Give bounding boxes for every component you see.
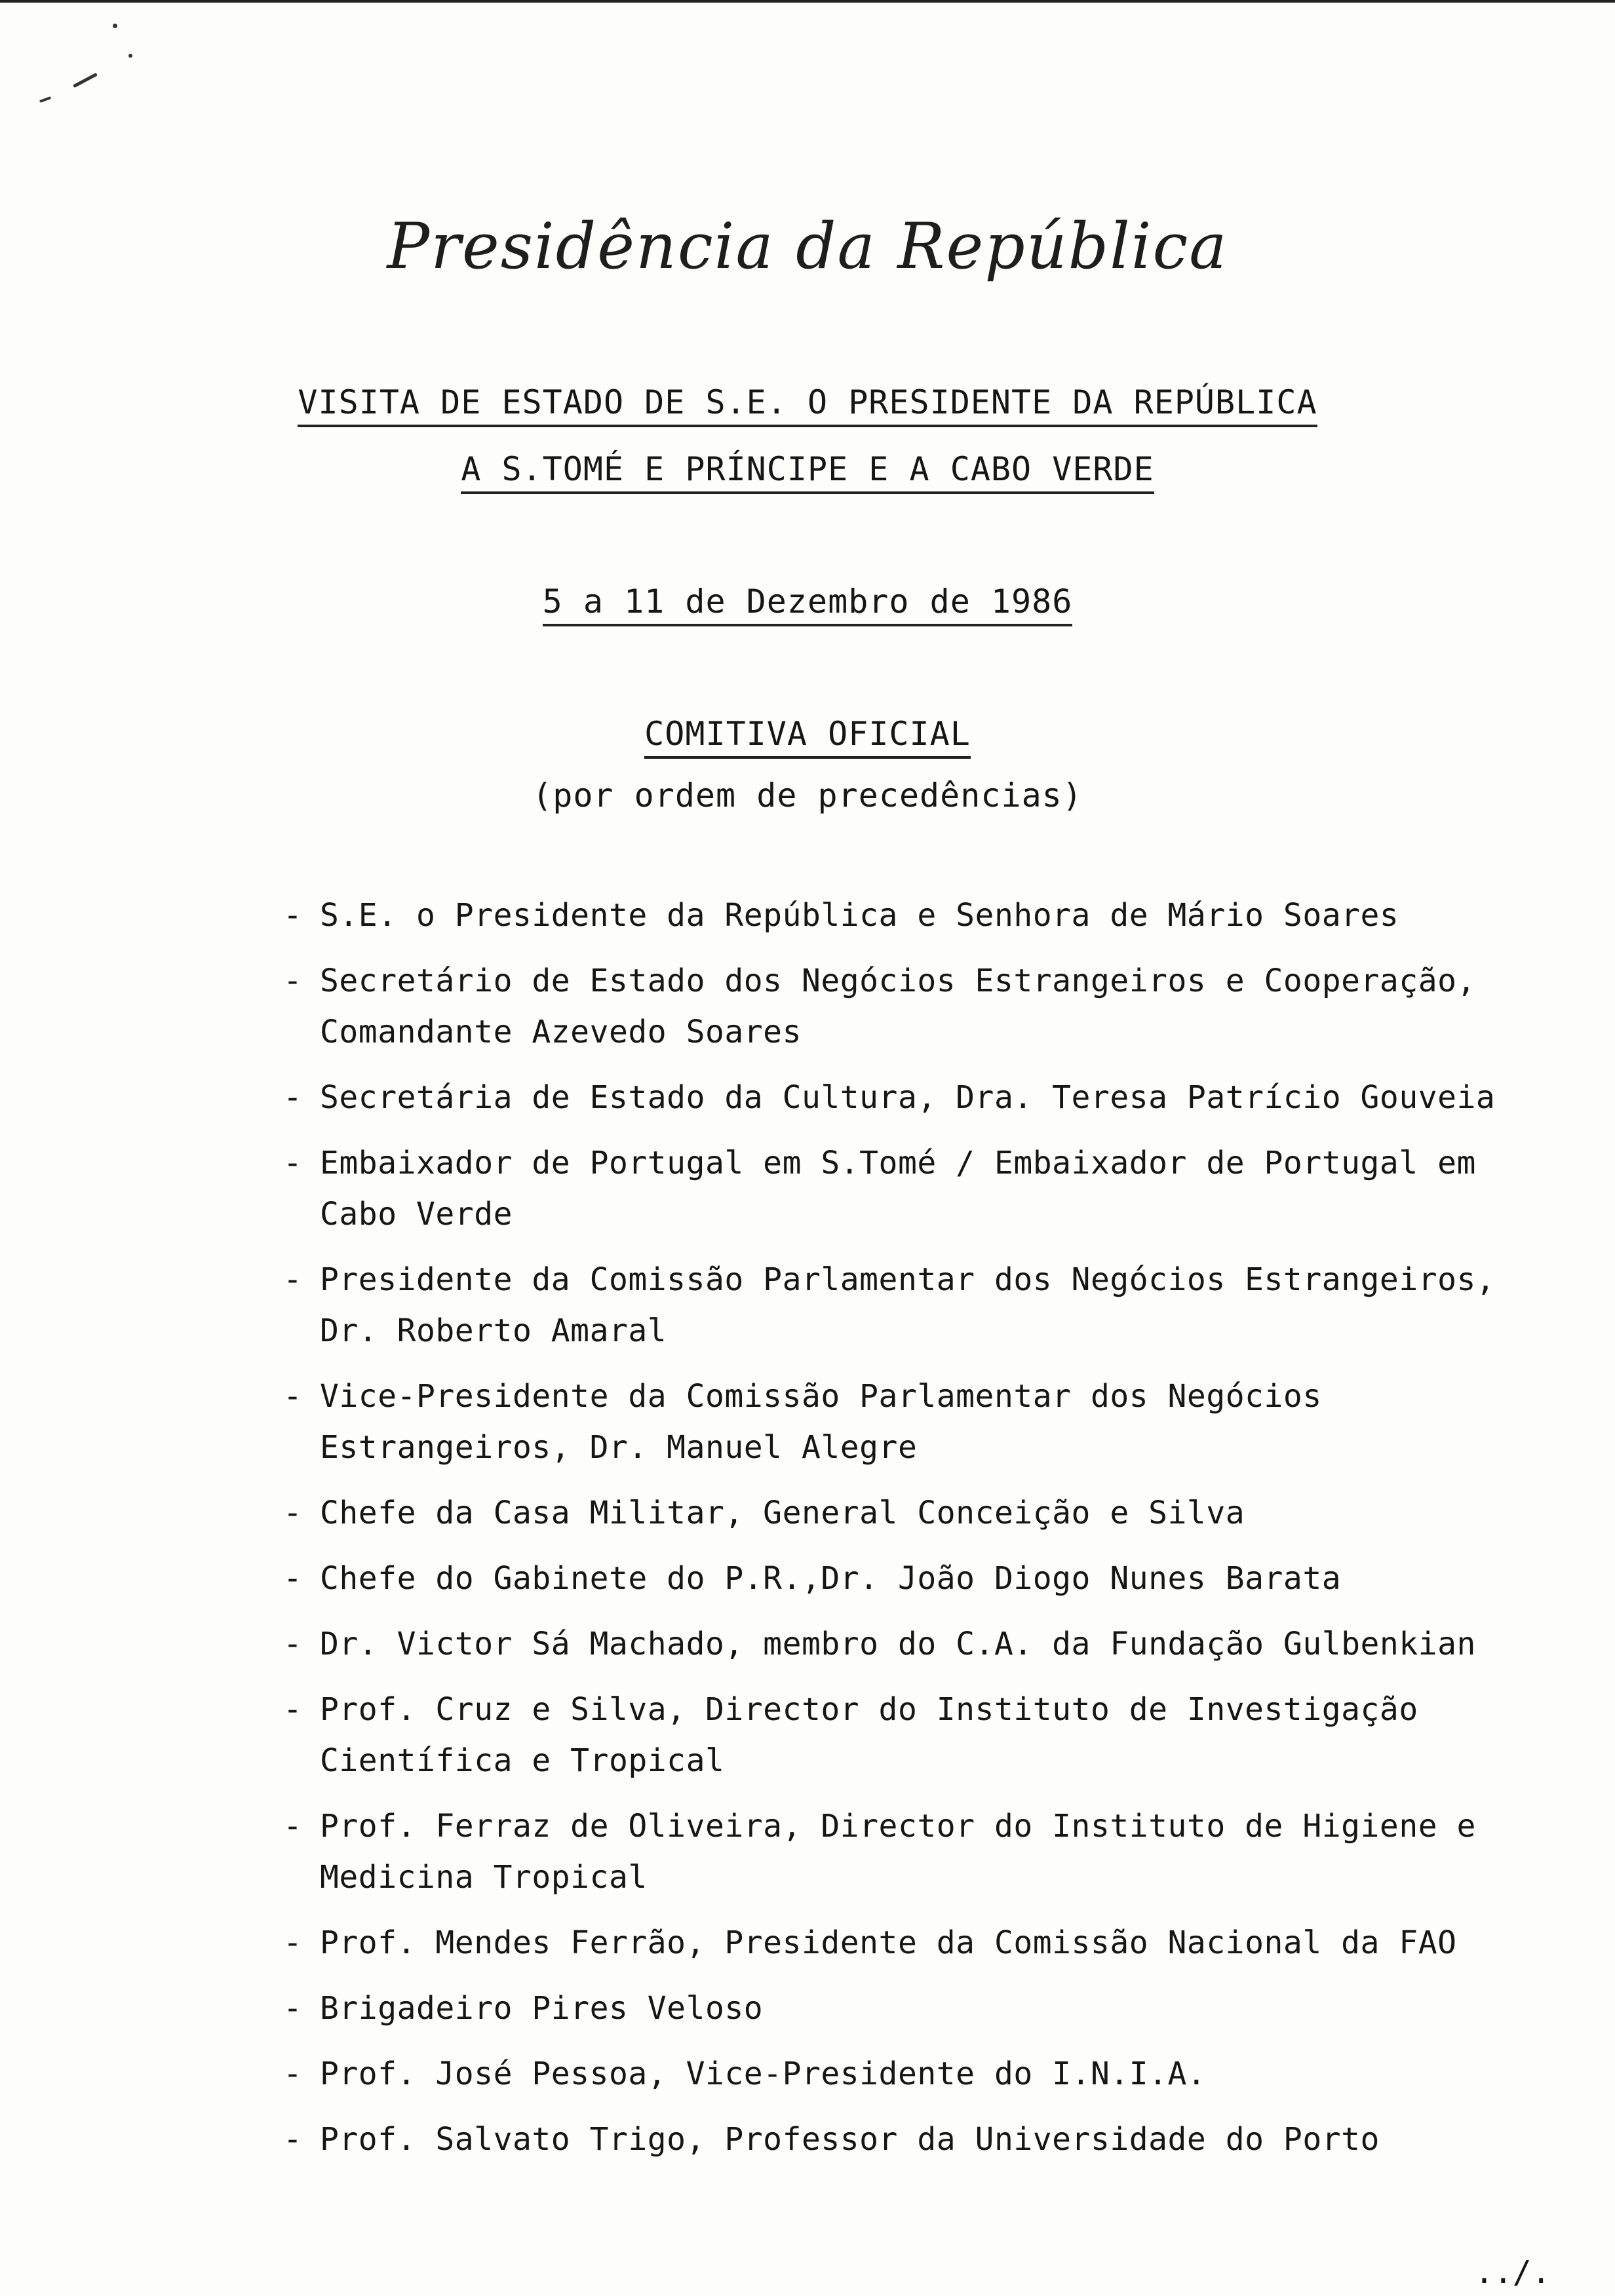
entry-text: Presidente da Comissão Parlamentar dos Negócios Estrangeiros, Dr. Roberto Amaral	[320, 1261, 1496, 1349]
scan-speck	[39, 96, 51, 103]
list-item	[275, 2048, 1553, 2099]
list-item	[275, 1138, 1553, 1240]
entry-text: Secretário de Estado dos Negócios Estrangeiros e Cooperação, Comandante Azevedo Soares	[320, 963, 1476, 1050]
entry-text: Chefe do Gabinete do P.R.,Dr. João Diogo Nunes Barata	[320, 1560, 1342, 1597]
bullet-dash: -	[283, 2121, 303, 2158]
list-item	[275, 1917, 1553, 1968]
scan-speck	[73, 73, 98, 88]
section-heading	[0, 714, 1615, 759]
entry-text: Prof. Ferraz de Oliveira, Director do Instituto de Higiene e Medicina Tropical	[320, 1808, 1476, 1896]
bullet-dash: -	[283, 1495, 303, 1531]
top-border	[0, 0, 1615, 3]
title-line-1-text: VISITA DE ESTADO DE S.E. O PRESIDENTE DA REPÚBLICA	[298, 383, 1317, 427]
bullet-dash: -	[283, 1691, 303, 1728]
list-item	[275, 1983, 1553, 2034]
list-item	[275, 1684, 1553, 1786]
list-item	[275, 1072, 1553, 1123]
bullet-dash: -	[283, 897, 303, 934]
list-item	[275, 890, 1553, 941]
letterhead: Presidência da República	[387, 210, 1228, 283]
bullet-dash: -	[283, 1079, 303, 1116]
page-continuation-mark: ../.	[1475, 2254, 1551, 2291]
title-line-2	[0, 450, 1615, 494]
title-line-2-text: A S.TOMÉ E PRÍNCIPE E A CABO VERDE	[461, 450, 1154, 494]
bullet-dash: -	[283, 1626, 303, 1662]
scan-speck	[128, 54, 132, 58]
section-subheading-text: (por ordem de precedências)	[532, 776, 1083, 814]
list-item	[275, 1487, 1553, 1539]
entry-text: Brigadeiro Pires Veloso	[320, 1990, 764, 2027]
entry-text: Prof. Mendes Ferrão, Presidente da Comissão Nacional da FAO	[320, 1924, 1457, 1961]
date-line	[0, 582, 1615, 626]
list-item	[275, 1371, 1553, 1473]
entry-text: Vice-Presidente da Comissão Parlamentar dos Negócios Estrangeiros, Dr. Manuel Alegre	[320, 1378, 1322, 1466]
bullet-dash: -	[283, 1924, 303, 1961]
entry-text: Prof. Cruz e Silva, Director do Instituto de Investigação Científica e Tropical	[320, 1691, 1418, 1779]
list-item	[275, 1618, 1553, 1670]
list-item	[275, 1553, 1553, 1604]
entry-text: S.E. o Presidente da República e Senhora de Mário Soares	[320, 897, 1399, 934]
bullet-dash: -	[283, 1145, 303, 1181]
bullet-dash: -	[283, 1261, 303, 1298]
title-line-1	[0, 383, 1615, 427]
date-text: 5 a 11 de Dezembro de 1986	[543, 582, 1073, 626]
section-subheading	[0, 776, 1615, 818]
bullet-dash: -	[283, 963, 303, 999]
bullet-dash: -	[283, 1990, 303, 2027]
list-item	[275, 1254, 1553, 1356]
list-item	[275, 955, 1553, 1058]
scan-speck	[113, 24, 117, 28]
entry-text: Prof. Salvato Trigo, Professor da Universidade do Porto	[320, 2121, 1380, 2158]
bullet-dash: -	[283, 2056, 303, 2092]
bullet-dash: -	[283, 1808, 303, 1845]
entry-text: Chefe da Casa Militar, General Conceição e Silva	[320, 1495, 1245, 1531]
list-item	[275, 1801, 1553, 1903]
bullet-dash: -	[283, 1560, 303, 1597]
entry-text: Embaixador de Portugal em S.Tomé / Embaixador de Portugal em Cabo Verde	[320, 1145, 1476, 1233]
entry-text: Secretária de Estado da Cultura, Dra. Teresa Patrício Gouveia	[320, 1079, 1496, 1116]
entry-text: Prof. José Pessoa, Vice-Presidente do I.N.I.A.	[320, 2056, 1207, 2092]
entry-text: Dr. Victor Sá Machado, membro do C.A. da Fundação Gulbenkian	[320, 1626, 1476, 1662]
bullet-dash: -	[283, 1378, 303, 1415]
section-heading-text: COMITIVA OFICIAL	[644, 714, 971, 759]
delegation-list	[275, 890, 1553, 2179]
list-item	[275, 2114, 1553, 2165]
